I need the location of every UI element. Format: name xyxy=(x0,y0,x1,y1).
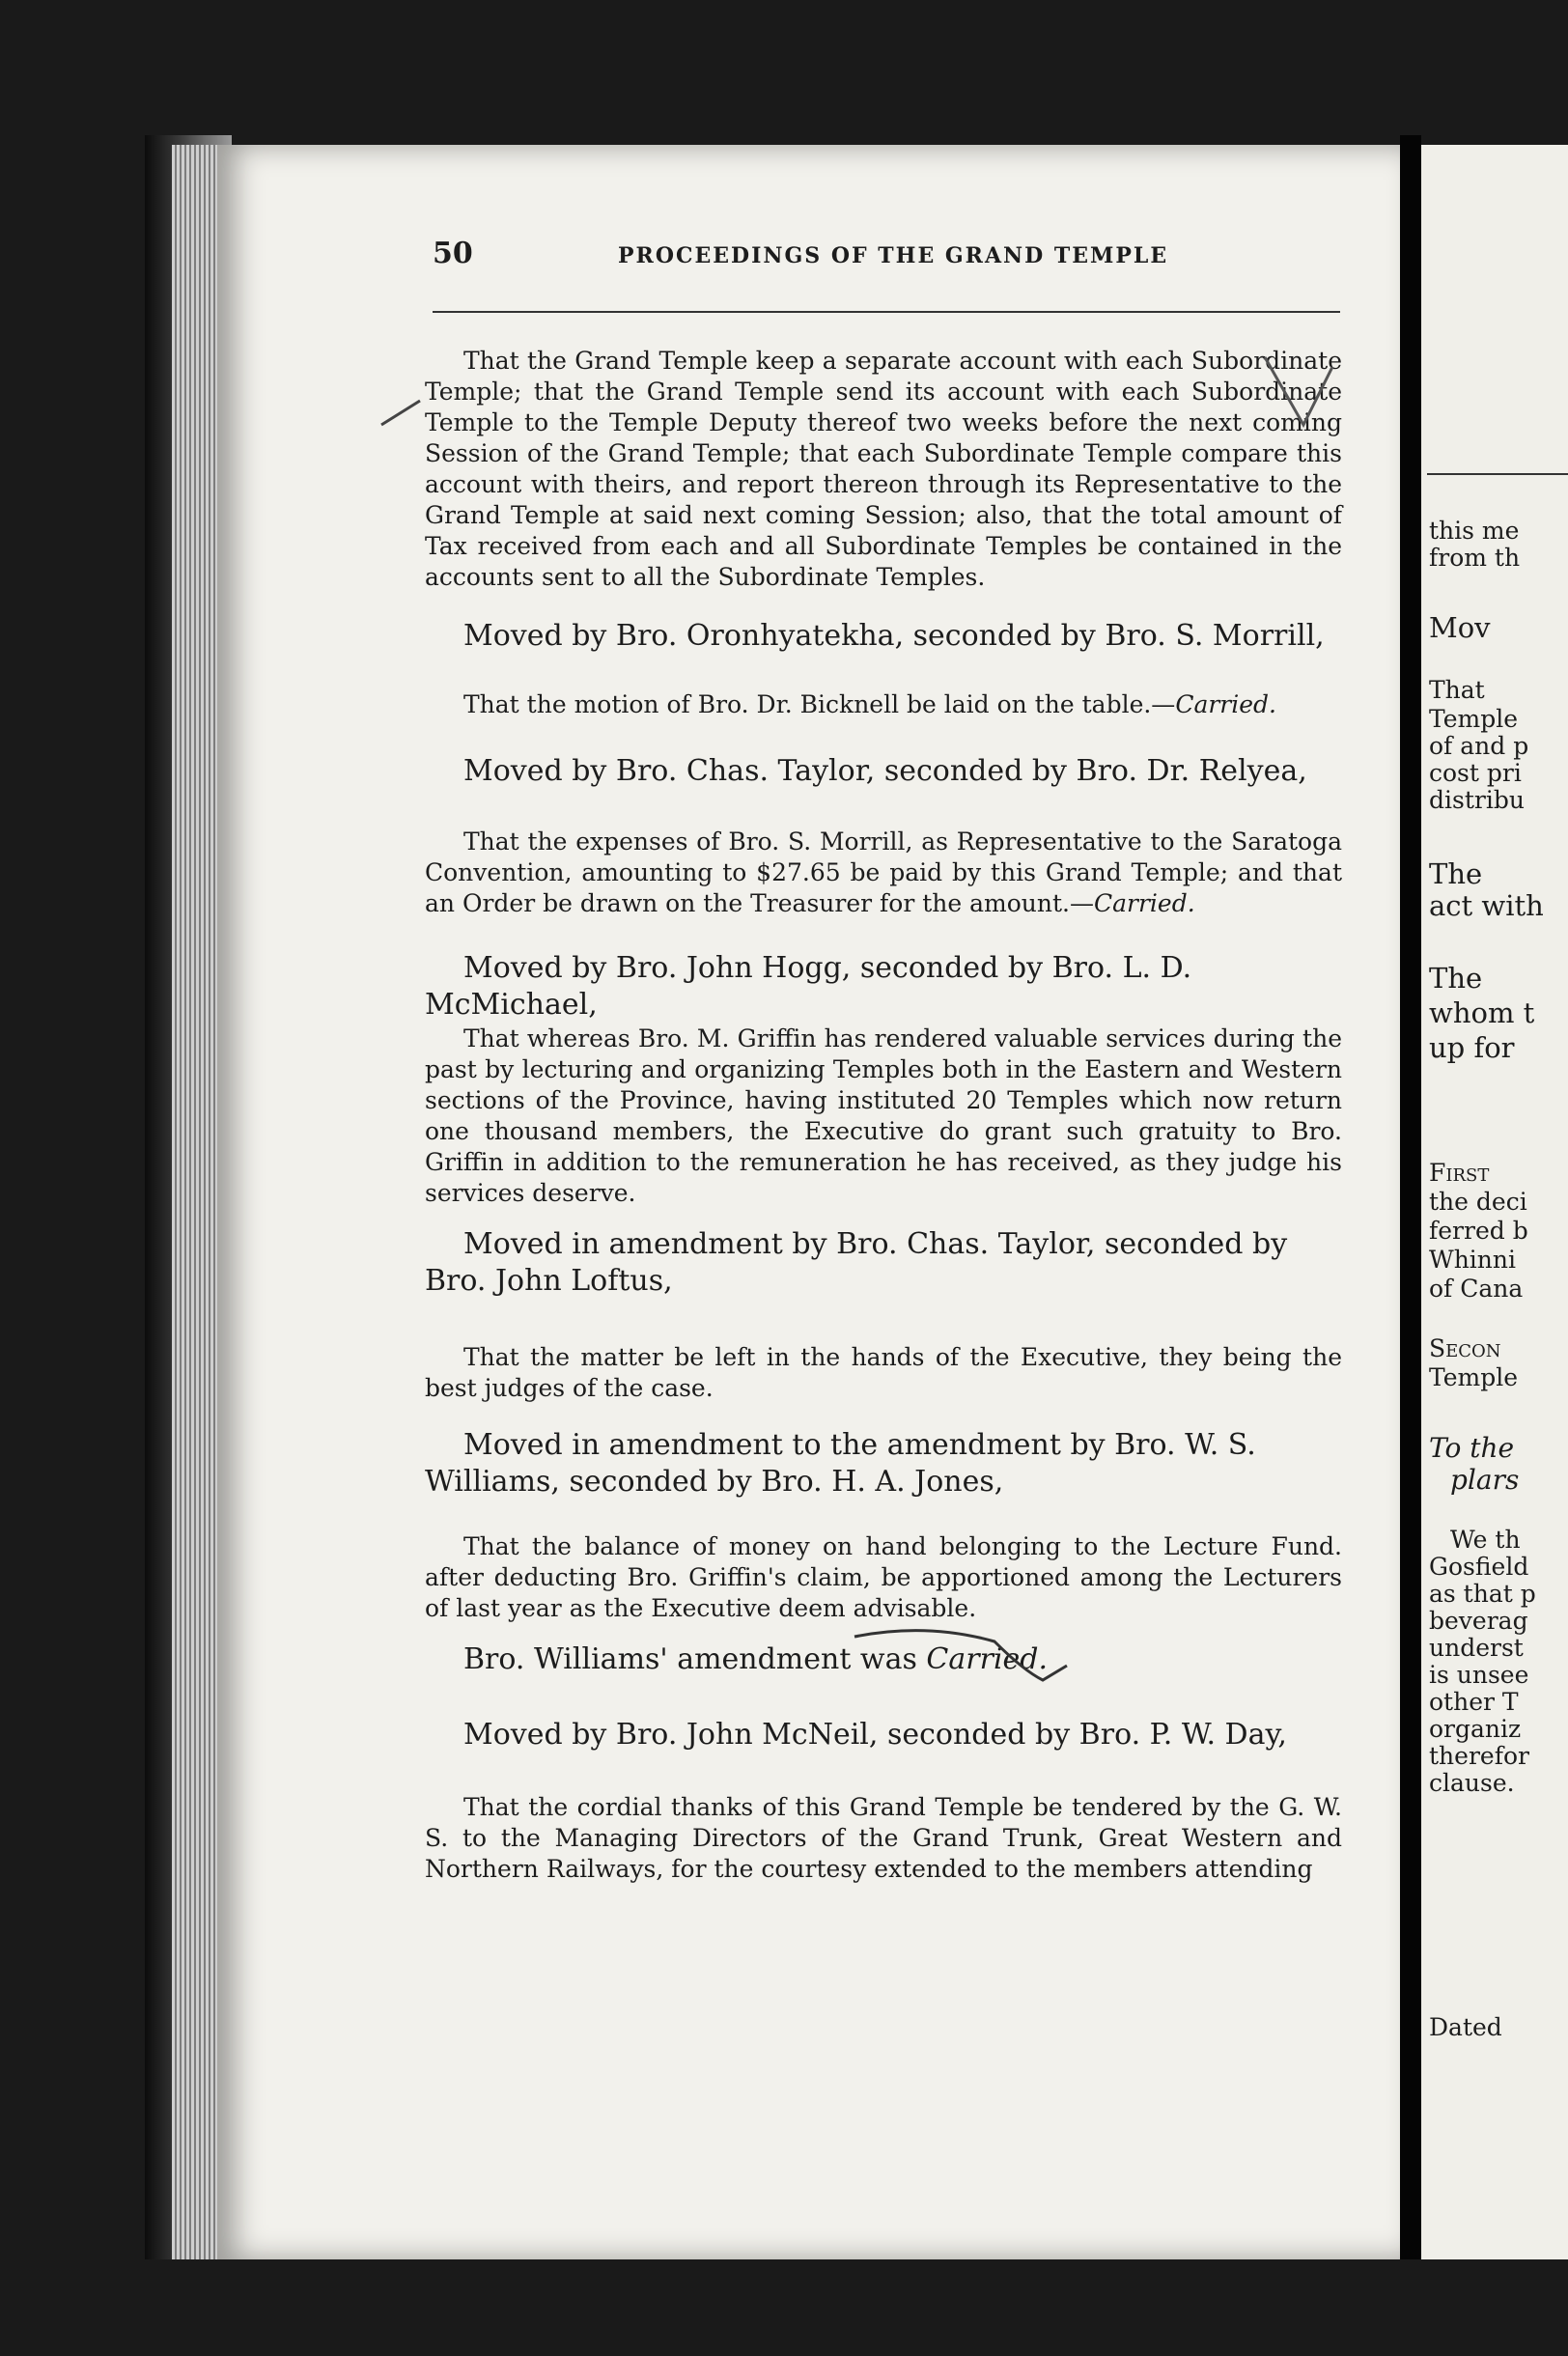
facing-text: is unsee xyxy=(1429,1661,1529,1689)
facing-text: distribu xyxy=(1429,786,1525,814)
facing-text: act with xyxy=(1429,889,1544,922)
facing-text: Gosfield xyxy=(1429,1553,1529,1581)
facing-text: this me xyxy=(1429,517,1520,545)
running-head: PROCEEDINGS OF THE GRAND TEMPLE xyxy=(618,243,1169,268)
facing-header-rule xyxy=(1427,473,1568,475)
page-edges xyxy=(172,145,220,2259)
motion-amendment-taylor: Moved in amendment by Bro. Chas. Taylor, seconded by Bro. John Loftus, xyxy=(425,1227,1288,1298)
motion-taylor: Moved by Bro. Chas. Taylor, seconded by Bro. Dr. Relyea, xyxy=(463,754,1307,788)
margin-pencil-mark xyxy=(377,386,434,444)
facing-text: Temple xyxy=(1429,705,1519,733)
facing-text: clause. xyxy=(1429,1769,1515,1797)
header-rule xyxy=(433,311,1340,313)
paragraph-resolution-accounts: That the Grand Temple keep a separate account with each Subordinate Temple; that the Grand Temple send its account with each Subordinate Temple to the Temple Deputy thereof two weeks before the next coming Session of the Grand Temple; that each Subordinate Temple compare this account with theirs, and report thereon through its Representative to the Grand Temple at said next coming Session; also, that the total amount of Tax received from each and all Subordinate Temples be contained in the accounts sent to all the Subordinate Temples. xyxy=(425,347,1342,591)
facing-text: the deci xyxy=(1429,1188,1527,1216)
facing-text: Dated xyxy=(1429,2013,1502,2041)
facing-text: up for xyxy=(1429,1031,1515,1064)
facing-text: To the xyxy=(1429,1432,1515,1464)
motion-oronhyatekha: Moved by Bro. Oronhyatekha, seconded by Bro. S. Morrill, xyxy=(463,619,1325,653)
facing-text: organiz xyxy=(1429,1715,1522,1743)
facing-text: of and p xyxy=(1429,732,1529,760)
facing-text: Temple xyxy=(1429,1363,1519,1391)
facing-text: cost pri xyxy=(1429,759,1522,787)
facing-text: whom t xyxy=(1429,996,1535,1029)
pencil-check-mark xyxy=(1246,348,1352,483)
book-gutter xyxy=(1400,135,1421,2259)
paragraph-griffin: That whereas Bro. M. Griffin has rendered valuable services during the past by lecturing and organizing Temples both in the Eastern and Western sections of the Province, having instituted 20 Temples which now return one thousand members, the Executive do grant such gratuity to Bro. Griffin in addition to the remuneration he has received, as they judge his services deserve. xyxy=(425,1024,1342,1207)
paragraph-thanks: That the cordial thanks of this Grand Temple be tendered by the G. W. S. to the Managing Directors of the Grand Trunk, Great Western and Northern Railways, for the courtesy extended to the members attending xyxy=(425,1793,1342,1883)
carried-underline-mark xyxy=(850,1622,1072,1699)
facing-text: from th xyxy=(1429,544,1521,572)
facing-text: of Cana xyxy=(1429,1275,1524,1303)
facing-page xyxy=(1421,145,1568,2259)
facing-text: therefor xyxy=(1429,1742,1529,1770)
facing-text: plars xyxy=(1450,1464,1520,1496)
paragraph-table-motion: That the motion of Bro. Dr. Bicknell be laid on the table.—Carried. xyxy=(463,690,1276,718)
motion-amendment-williams: Moved in amendment to the amendment by Bro. W. S. Williams, seconded by Bro. H. A. Jones, xyxy=(425,1428,1256,1499)
paragraph-expenses: That the expenses of Bro. S. Morrill, as Representative to the Saratoga Convention, amounting to $27.65 be paid by this Grand Temple; and that an Order be drawn on the Treasurer for the amount.—Carried. xyxy=(425,827,1342,917)
paragraph-lecture-fund: That the balance of money on hand belonging to the Lecture Fund. after deducting Bro. Griffin's claim, be apportioned among the Lecturers of last year as the Executive deem advisable. xyxy=(425,1532,1342,1622)
facing-text: We th xyxy=(1450,1526,1521,1554)
facing-text: Whinni xyxy=(1429,1246,1516,1274)
facing-text: beverag xyxy=(1429,1607,1528,1635)
facing-text: First xyxy=(1429,1159,1490,1187)
facing-text: Mov xyxy=(1429,611,1491,644)
williams-amendment-carried: Bro. Williams' amendment was Carried. xyxy=(463,1642,1049,1676)
facing-text: That xyxy=(1429,676,1485,704)
facing-text: Secon xyxy=(1429,1334,1501,1362)
motion-hogg: Moved by Bro. John Hogg, seconded by Bro. L. D. McMichael, xyxy=(425,951,1192,1022)
paragraph-executive: That the matter be left in the hands of the Executive, they being the best judges of the case. xyxy=(425,1343,1342,1402)
facing-text: ferred b xyxy=(1429,1217,1528,1245)
facing-text: The xyxy=(1429,962,1483,995)
page-number: 50 xyxy=(433,237,473,270)
facing-text: as that p xyxy=(1429,1580,1536,1608)
facing-text: The xyxy=(1429,857,1483,890)
facing-text: underst xyxy=(1429,1634,1524,1662)
motion-mcneil: Moved by Bro. John McNeil, seconded by Bro. P. W. Day, xyxy=(463,1718,1287,1752)
facing-text: other T xyxy=(1429,1688,1519,1716)
